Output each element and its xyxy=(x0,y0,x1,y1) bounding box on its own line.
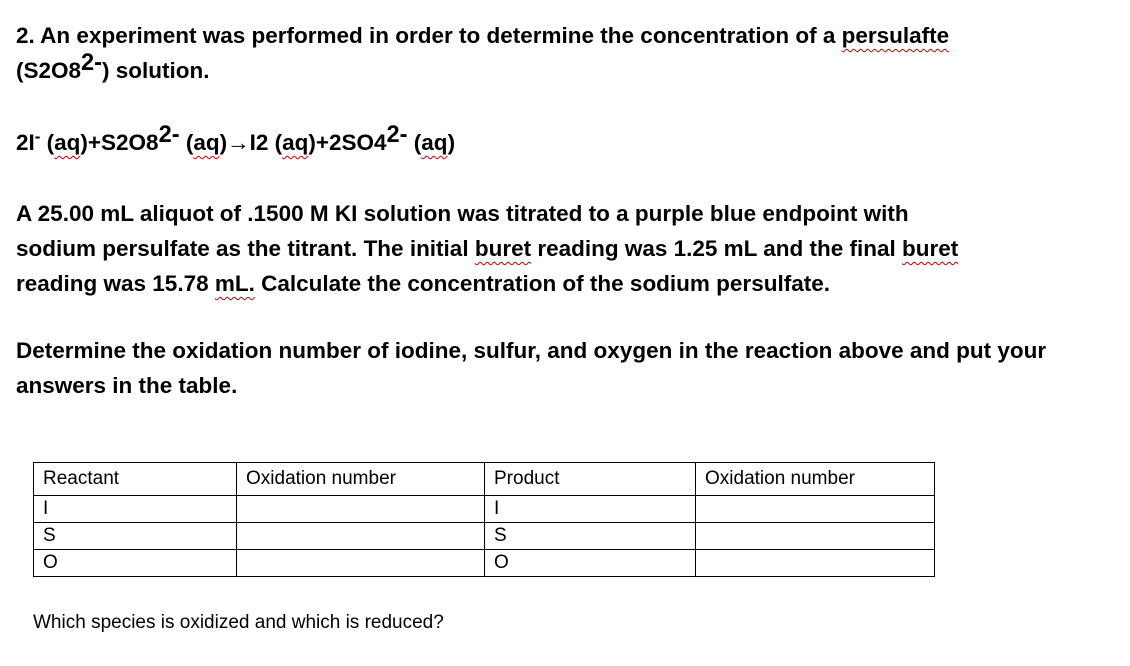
eq-part: ( xyxy=(40,130,55,155)
eq-part: )+S2O8 xyxy=(80,130,159,155)
product-cell: O xyxy=(485,550,696,577)
document-body xyxy=(16,18,1116,403)
question-heading xyxy=(16,18,1116,88)
table-header-cell: Reactant xyxy=(34,463,237,496)
eq-part: ) xyxy=(447,130,456,155)
table-header-cell: Oxidation number xyxy=(237,463,485,496)
eq-part: ( xyxy=(179,130,194,155)
eq-charge: 2- xyxy=(386,121,408,148)
problem-text: Calculate the concentration of the sodium persulfate. xyxy=(254,271,830,296)
followup-question: Which species is oxidized and which is reduced? xyxy=(33,612,444,633)
misspelled-word[interactable]: mL. xyxy=(214,271,255,296)
misspelled-word[interactable]: aq xyxy=(193,130,220,155)
reactant-cell: I xyxy=(34,496,237,523)
misspelled-word[interactable]: aq xyxy=(282,130,309,155)
reactant-cell: S xyxy=(34,523,237,550)
formula-text: (S2O8 xyxy=(16,58,82,83)
reaction-equation xyxy=(16,121,1116,160)
answer-cell[interactable] xyxy=(237,550,485,577)
formula-charge: 2- xyxy=(81,49,103,76)
eq-part: 2I xyxy=(16,130,35,155)
eq-charge: - xyxy=(34,127,41,147)
answer-cell[interactable] xyxy=(237,496,485,523)
problem-line: A 25.00 mL aliquot of .1500 M KI solution was titrated to a purple blue endpoint with xyxy=(16,201,909,226)
problem-text: reading was 1.25 mL and the final xyxy=(531,236,903,261)
table-header-cell: Product xyxy=(485,463,696,496)
table-row xyxy=(34,523,935,550)
product-cell: I xyxy=(485,496,696,523)
misspelled-word[interactable]: buret xyxy=(474,236,532,261)
eq-part: )+2SO4 xyxy=(308,130,387,155)
instruction-text: Determine the oxidation number of iodine, sulfur, and oxygen in the reaction above and put your answers in the table. xyxy=(16,338,1047,398)
eq-part: )→I2 ( xyxy=(219,130,283,155)
problem-statement xyxy=(16,196,1116,301)
misspelled-word[interactable]: persulafte xyxy=(841,23,950,48)
reactant-cell: O xyxy=(34,550,237,577)
product-cell: S xyxy=(485,523,696,550)
eq-part: ( xyxy=(407,130,422,155)
misspelled-word[interactable]: buret xyxy=(902,236,959,261)
formula-suffix: ) solution. xyxy=(102,58,210,83)
table-header-row xyxy=(34,463,935,496)
oxidation-table xyxy=(33,462,935,577)
eq-charge: 2- xyxy=(158,121,180,148)
problem-text: reading was 15.78 xyxy=(16,271,215,296)
answer-cell[interactable] xyxy=(696,523,935,550)
misspelled-word[interactable]: aq xyxy=(54,130,81,155)
question-heading-text: 2. An experiment was performed in order to determine the concentration of a xyxy=(16,23,842,48)
answer-cell[interactable] xyxy=(237,523,485,550)
problem-text: sodium persulfate as the titrant. The initial xyxy=(16,236,475,261)
table-row xyxy=(34,550,935,577)
answer-cell[interactable] xyxy=(696,550,935,577)
table-header-cell: Oxidation number xyxy=(696,463,935,496)
misspelled-word[interactable]: aq xyxy=(421,130,448,155)
answer-cell[interactable] xyxy=(696,496,935,523)
table-row xyxy=(34,496,935,523)
